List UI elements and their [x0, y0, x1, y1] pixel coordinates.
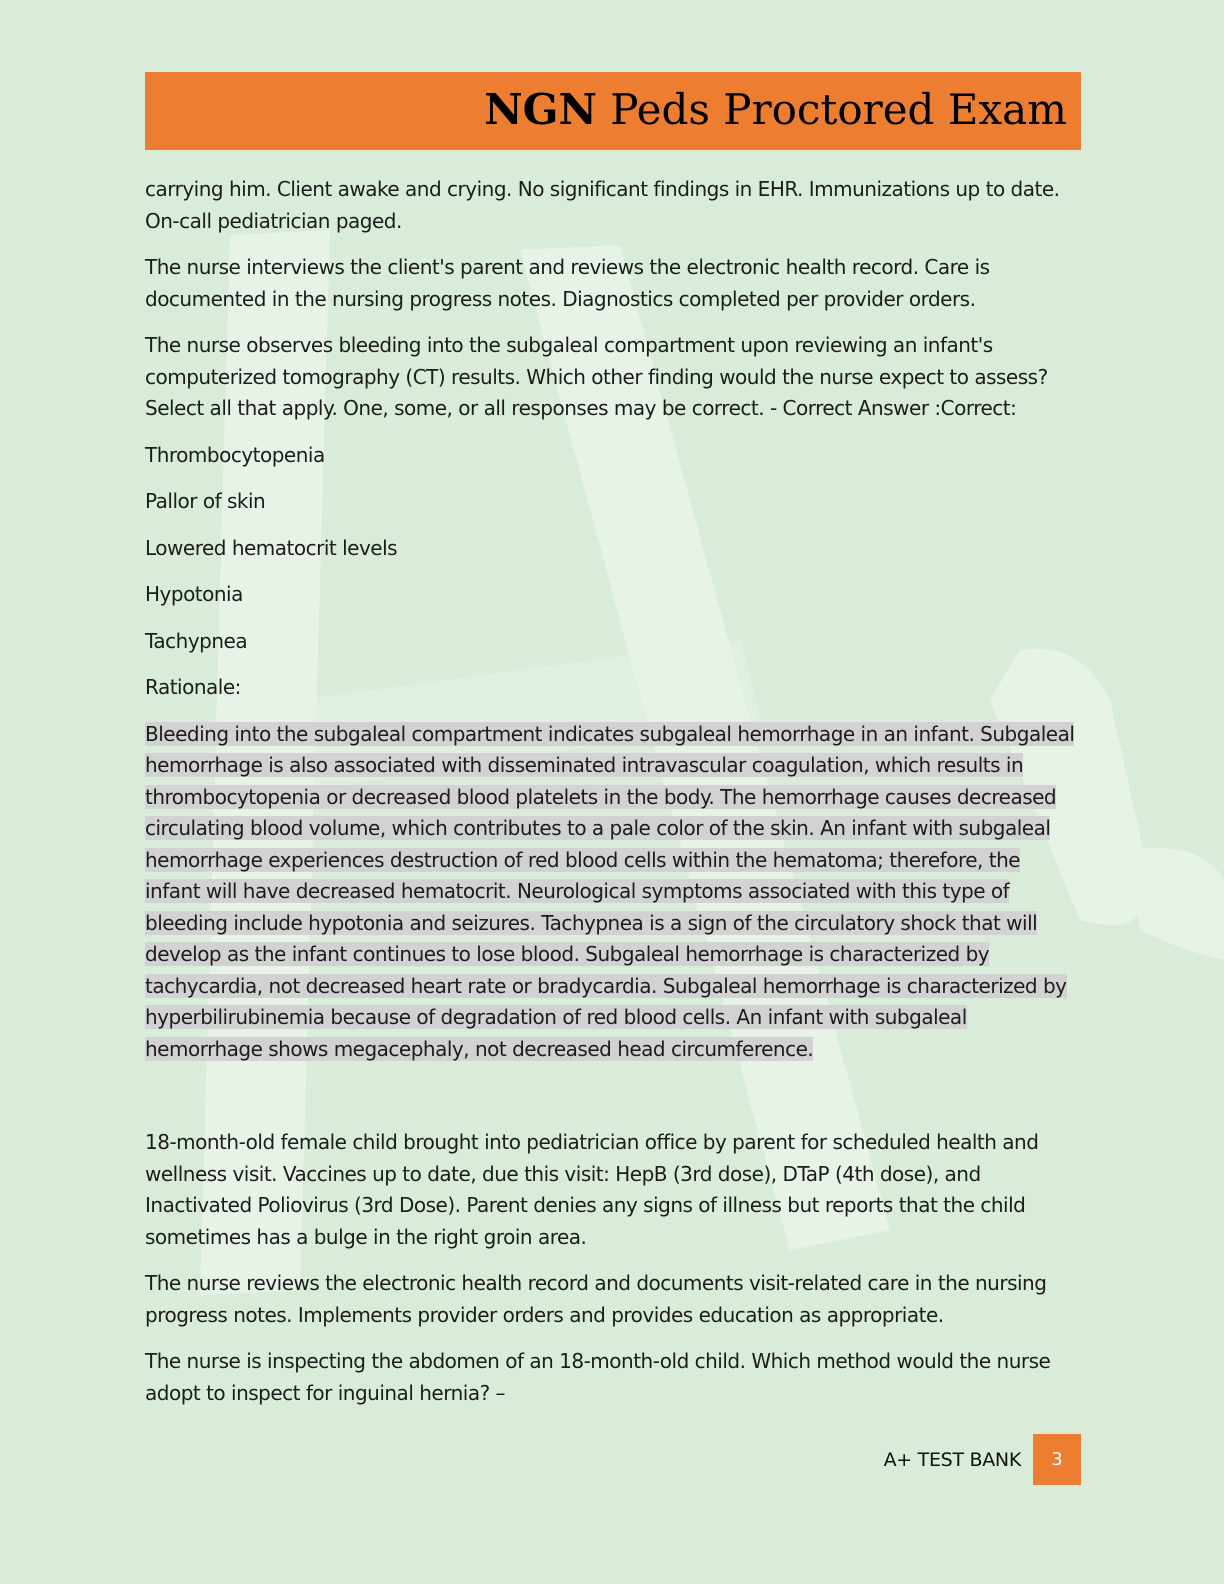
paragraph-nurse-review: The nurse reviews the electronic health record and documents visit-related care in the nursing progress notes. Implements provider orders and provides education as appropriate.: [145, 1271, 1047, 1327]
answer-option: Tachypnea: [145, 628, 248, 653]
rationale-text: [145, 719, 1075, 1066]
document-title: [484, 82, 1067, 138]
paragraph-question-2: The nurse is inspecting the abdomen of an 18-month-old child. Which method would the nurse adopt to inspect for inguinal hernia? –: [145, 1349, 1051, 1405]
rationale-label: Rationale:: [145, 675, 241, 699]
spacer: [145, 1080, 1075, 1127]
document-body: [145, 174, 1075, 1424]
footer-label: A+ TEST BANK: [883, 1448, 1021, 1471]
title-rest-part: Peds Proctored Exam: [596, 85, 1067, 134]
answer-option: Pallor of skin: [145, 489, 266, 513]
page-footer: [884, 1434, 1081, 1485]
highlighted-rationale: Bleeding into the subgaleal compartment indicates subgaleal hemorrhage in an infant. Subgaleal hemorrhage is also associated with disseminated intravascular coagulation, which results in thrombocytopenia or decreased blood platelets in the body. The hemorrhage causes decreased circulating blood volume, which contributes to a pale color of the skin. An infant with subgaleal hemorrhage experiences destruction of red blood cells within the hematoma; therefore, the infant will have decreased hematocrit. Neurological symptoms associated with this type of bleeding include hypotonia and seizures. Tachypnea is a sign of the circulatory shock that will develop as the infant continues to lose blood. Subgaleal hemorrhage is characterized by tachycardia, not decreased heart rate or bradycardia. Subgaleal hemorrhage is characterized by hyperbilirubinemia because of degradation of red blood cells. An infant with subgaleal hemorrhage shows megacephaly, not decreased head circumference.: [145, 721, 1075, 1061]
answer-option: Lowered hematocrit levels: [145, 535, 398, 560]
paragraph-case-continuation: carrying him. Client awake and crying. No significant findings in EHR. Immunizations up to date. On-call pediatrician paged.: [145, 177, 1060, 233]
paragraph-new-case: 18-month-old female child brought into pediatrician office by parent for scheduled health and wellness visit. Vaccines up to date, due this visit: HepB (3rd dose), DTaP (4th dose), and Inactivated Poliovirus (3rd Dose). Parent denies any signs of illness but reports that the child sometimes has a bulge in the right groin area.: [145, 1130, 1039, 1249]
paragraph-nurse-interview: The nurse interviews the client's parent and reviews the electronic health record. Care is documented in the nursing progress notes. Diagnostics completed per provider orders.: [145, 255, 990, 311]
answer-option: Thrombocytopenia: [145, 442, 325, 467]
page-number-badge: 3: [1033, 1434, 1081, 1485]
answer-option: Hypotonia: [145, 582, 243, 606]
title-bold-part: NGN: [484, 85, 597, 134]
header-bar: [145, 72, 1081, 150]
paragraph-question: The nurse observes bleeding into the subgaleal compartment upon reviewing an infant's computerized tomography (CT) results. Which other finding would the nurse expect to assess? Select all that apply. One, some, or all responses may be correct. - Correct Answer :Correct:: [145, 333, 1048, 420]
